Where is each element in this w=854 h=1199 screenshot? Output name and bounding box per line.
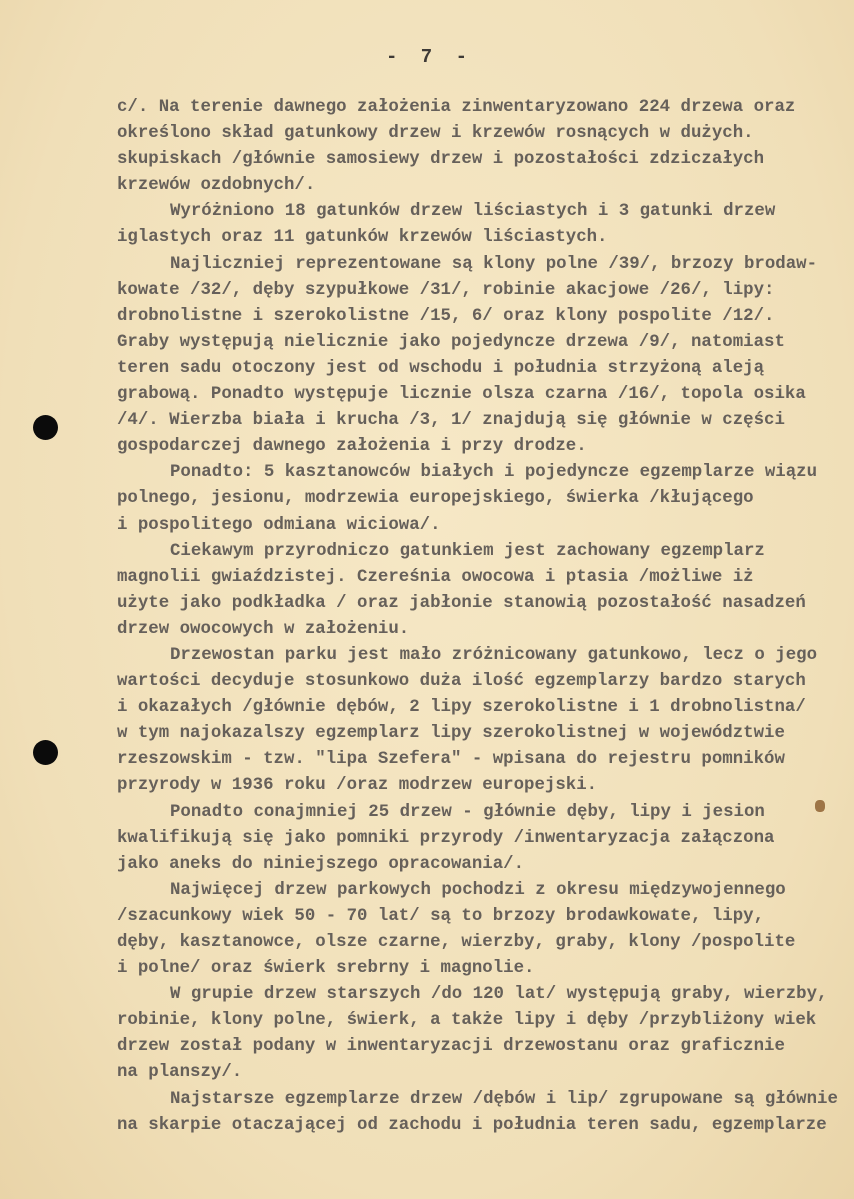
- text-line: wartości decyduje stosunkowo duża ilość egzemplarzy bardzo starych: [117, 672, 806, 692]
- text-line: kwalifikują się jako pomniki przyrody /inwentaryzacja załączona: [117, 828, 775, 848]
- page-number: - 7 -: [386, 46, 474, 68]
- text-line: Ciekawym przyrodniczo gatunkiem jest zachowany egzemplarz: [170, 541, 765, 561]
- text-line: dęby, kasztanowce, olsze czarne, wierzby, graby, klony /pospolite: [117, 933, 796, 952]
- text-line: Graby występują nielicznie jako pojedyncze drzewa /9/, natomiast: [117, 332, 785, 352]
- text-line: polnego, jesionu, modrzewia europejskiego, świerka /kłującego: [117, 489, 754, 509]
- text-line: grabową. Ponadto występuje licznie olsza czarna /16/, topola osika: [117, 385, 806, 405]
- text-line: jako aneks do niniejszego opracowania/.: [117, 854, 525, 874]
- text-line: gospodarczej dawnego założenia i przy drodze.: [117, 437, 587, 457]
- text-line: i okazałych /głównie dębów, 2 lipy szerokolistne i 1 drobnolistna/: [117, 698, 806, 718]
- text-line: iglastych oraz 11 gatunków krzewów liściastych.: [117, 228, 608, 248]
- text-line: przyrody w 1936 roku /oraz modrzew europejski.: [117, 776, 598, 796]
- text-line: /szacunkowy wiek 50 - 70 lat/ są to brzozy brodawkowate, lipy,: [117, 906, 765, 926]
- text-line: W grupie drzew starszych /do 120 lat/ występują graby, wierzby,: [170, 985, 828, 1005]
- text-line: krzewów ozdobnych/.: [117, 176, 316, 196]
- text-line: rzeszowskim - tzw. "lipa Szefera" - wpisana do rejestru pomników: [117, 750, 785, 770]
- text-line: Najliczniej reprezentowane są klony polne /39/, brzozy brodaw-: [170, 254, 818, 274]
- text-line: na planszy/.: [117, 1063, 243, 1083]
- text-line: /4/. Wierzba biała i krucha /3, 1/ znajdują się głównie w części: [117, 411, 785, 431]
- text-line: drzew został podany w inwentaryzacji drzewostanu oraz graficznie: [117, 1037, 785, 1057]
- text-line: kowate /32/, dęby szypułkowe /31/, robinie akacjowe /26/, lipy:: [117, 280, 775, 300]
- text-line: robinie, klony polne, świerk, a także lipy i dęby /przybliżony wiek: [117, 1011, 817, 1031]
- text-line: Wyróżniono 18 gatunków drzew liściastych i 3 gatunki drzew: [170, 202, 776, 222]
- text-line: c/. Na terenie dawnego założenia zinwentaryzowano 224 drzewa oraz: [117, 98, 796, 117]
- text-line: drzew owocowych w założeniu.: [117, 619, 410, 639]
- text-line: teren sadu otoczony jest od wschodu i południa strzyżoną aleją: [117, 358, 765, 378]
- typewritten-text: [117, 95, 837, 1139]
- text-line: magnolii gwiaździstej. Czereśnia owocowa i ptasia /możliwe iż: [117, 567, 754, 587]
- text-line: Najstarsze egzemplarze drzew /dębów i lip/ zgrupowane są głównie: [170, 1089, 838, 1109]
- text-line: drobnolistne i szerokolistne /15, 6/ oraz klony pospolite /12/.: [117, 306, 775, 326]
- punch-hole: [33, 415, 58, 440]
- text-line: określono skład gatunkowy drzew i krzewów rosnących w dużych.: [117, 124, 754, 144]
- text-line: na skarpie otaczającej od zachodu i południa teren sadu, egzemplarze: [117, 1115, 827, 1135]
- text-line: i pospolitego odmiana wiciowa/.: [117, 515, 441, 535]
- text-line: w tym najokazalszy egzemplarz lipy szerokolistnej w województwie: [117, 724, 785, 744]
- punch-hole: [33, 740, 58, 765]
- text-line: Ponadto conajmniej 25 drzew - głównie dęby, lipy i jesion: [170, 802, 765, 822]
- text-line: Ponadto: 5 kasztanowców białych i pojedyncze egzemplarze wiązu: [170, 463, 818, 483]
- text-line: Najwięcej drzew parkowych pochodzi z okresu międzywojennego: [170, 880, 786, 900]
- text-line: Drzewostan parku jest mało zróżnicowany gatunkowo, lecz o jego: [170, 645, 818, 665]
- text-line: skupiskach /głównie samosiewy drzew i pozostałości zdziczałych: [117, 150, 765, 170]
- text-line: i polne/ oraz świerk srebrny i magnolie.: [117, 959, 535, 979]
- text-line: użyte jako podkładka / oraz jabłonie stanowią pozostałość nasadzeń: [117, 593, 806, 613]
